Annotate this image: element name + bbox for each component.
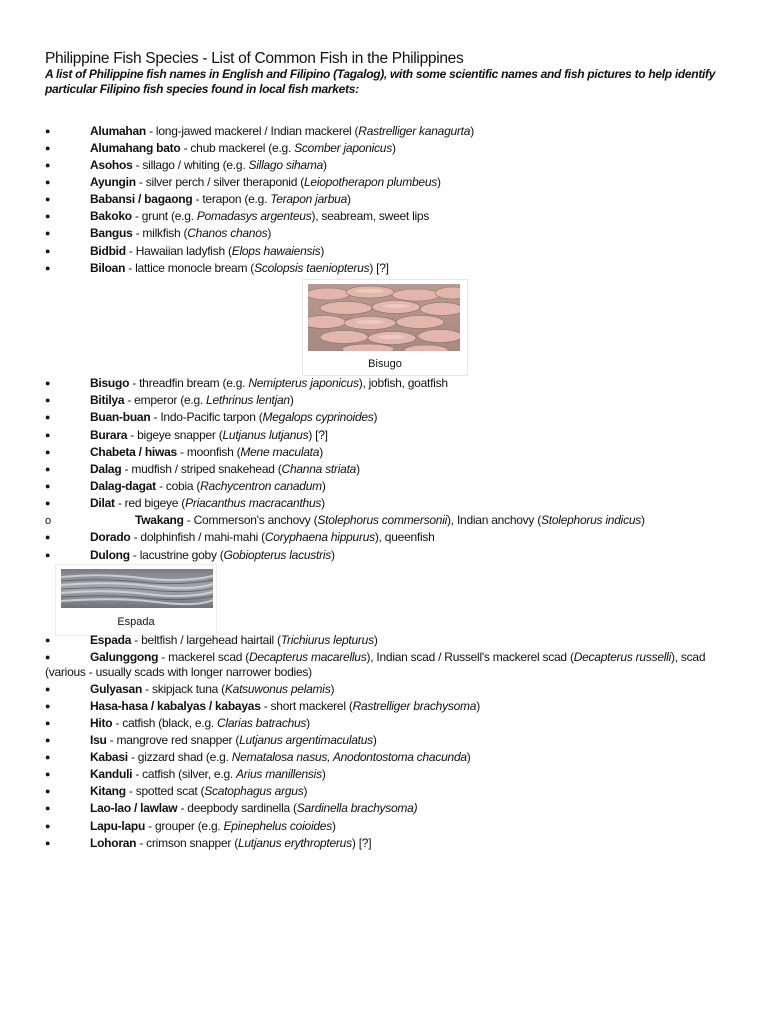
description-tail: ) bbox=[321, 496, 325, 510]
espada-fish-image bbox=[61, 569, 213, 608]
list-item bbox=[45, 783, 735, 800]
bullet-icon: ● bbox=[45, 498, 51, 508]
fish-name: Asohos bbox=[90, 158, 133, 172]
description-tail: ) bbox=[289, 393, 294, 407]
bullet-icon: ● bbox=[45, 464, 51, 474]
photo-caption: Espada bbox=[117, 616, 155, 628]
description-tail: ), jobfish, goatfish bbox=[358, 376, 448, 390]
scientific-name: Scolopsis taeniopterus bbox=[254, 261, 370, 275]
description-tail: ) bbox=[373, 633, 378, 647]
fish-description: - emperor (e.g. bbox=[124, 393, 207, 407]
fish-name: Dilat bbox=[90, 496, 115, 510]
bullet-icon: ● bbox=[45, 263, 51, 273]
list-item bbox=[45, 392, 735, 409]
scientific-name: Chanos chanos bbox=[187, 226, 268, 240]
scientific-name: Elops hawaiensis bbox=[231, 244, 321, 258]
fish-description: - skipjack tuna ( bbox=[142, 682, 225, 696]
description-tail: ), seabream, sweet lips bbox=[311, 209, 430, 223]
fish-name: Kanduli bbox=[90, 767, 133, 781]
description-tail: ) [?] bbox=[369, 261, 389, 275]
bullet-icon: ● bbox=[45, 786, 51, 796]
description-tail: ) bbox=[437, 175, 441, 189]
list-item bbox=[45, 732, 735, 749]
list-item bbox=[45, 140, 735, 157]
scientific-name: Nematalosa nasus, Anodontostoma chacunda bbox=[231, 750, 467, 764]
scientific-name: Sardinella brachysoma) bbox=[296, 801, 418, 815]
scientific-name: Arius manillensis bbox=[236, 767, 322, 781]
scientific-name: Rastrelliger kanagurta bbox=[358, 124, 471, 138]
description-tail: ) bbox=[321, 767, 326, 781]
list-item bbox=[45, 123, 735, 140]
fish-name: Lapu-lapu bbox=[90, 819, 146, 833]
photo-caption: Bisugo bbox=[368, 358, 402, 370]
description-tail: ) bbox=[391, 141, 396, 155]
scientific-name: Sillago sihama bbox=[248, 158, 324, 172]
description-tail: ) bbox=[372, 733, 377, 747]
list-item bbox=[45, 260, 735, 277]
description-tail: ) [?] bbox=[308, 428, 328, 442]
fish-description-middle: ), Indian anchovy ( bbox=[447, 513, 542, 527]
scientific-name: Epinephelus coioides bbox=[223, 819, 332, 833]
fish-description: - lacustrine goby ( bbox=[129, 548, 224, 562]
description-tail: ) bbox=[347, 192, 351, 206]
bullet-icon: ● bbox=[45, 803, 51, 813]
description-tail: ) bbox=[321, 479, 326, 493]
scientific-name: Channa striata bbox=[281, 462, 357, 476]
fish-description: - long-jawed mackerel / Indian mackerel ( bbox=[146, 124, 359, 138]
scientific-name: Clarias batrachus bbox=[217, 716, 307, 730]
fish-name: Ayungin bbox=[90, 175, 136, 189]
scientific-name: Lutjanus erythropterus bbox=[237, 836, 352, 850]
bullet-icon: ● bbox=[45, 395, 51, 405]
scientific-name: Coryphaena hippurus bbox=[264, 530, 375, 544]
description-tail: ) bbox=[476, 699, 480, 713]
bullet-icon: ● bbox=[45, 378, 51, 388]
bullet-icon: ● bbox=[45, 684, 51, 694]
scientific-name: Lutjanus lutjanus bbox=[222, 428, 309, 442]
page-subtitle: A list of Philippine fish names in English and Filipino (Tagalog), with some scientific names and fish pictures to help identify particular Filipino fish species found in local fish markets: bbox=[45, 67, 716, 96]
bullet-icon: ● bbox=[45, 194, 51, 204]
scientific-name: Trichiurus lepturus bbox=[280, 633, 374, 647]
description-tail: ) bbox=[320, 244, 325, 258]
description-tail: ) bbox=[641, 513, 645, 527]
scientific-name-2: Decapterus russelli bbox=[573, 650, 671, 664]
list-item bbox=[45, 547, 735, 564]
list-item bbox=[45, 681, 735, 698]
scientific-name: Leiopotherapon plumbeus bbox=[303, 175, 437, 189]
list-item bbox=[45, 800, 735, 817]
scientific-name: Decapterus macarellus bbox=[249, 650, 367, 664]
fish-description: - dolphinfish / mahi-mahi ( bbox=[130, 530, 265, 544]
bullet-icon: ● bbox=[45, 735, 51, 745]
fish-name: Hasa-hasa / kabalyas / kabayas bbox=[90, 699, 261, 713]
fish-description: - lattice monocle bream ( bbox=[125, 261, 255, 275]
scientific-name: Nemipterus japonicus bbox=[248, 376, 359, 390]
description-tail: ), scad (various - usually scads with longer narrower bodies) bbox=[45, 650, 706, 679]
list-item bbox=[45, 749, 735, 766]
bullet-icon: ● bbox=[45, 821, 51, 831]
fish-name: Isu bbox=[90, 733, 107, 747]
bullet-icon: ● bbox=[45, 769, 51, 779]
description-tail: ) bbox=[373, 410, 378, 424]
list-item bbox=[45, 495, 735, 512]
scientific-name: Scomber japonicus bbox=[294, 141, 392, 155]
fish-name: Alumahang bato bbox=[90, 141, 181, 155]
description-tail: ) bbox=[356, 462, 360, 476]
page-title: Philippine Fish Species - List of Common Fish in the Philippines bbox=[45, 50, 464, 67]
list-item bbox=[45, 650, 735, 680]
fish-name: Bitilya bbox=[90, 393, 125, 407]
bullet-icon: ● bbox=[45, 481, 51, 491]
fish-name: Lao-lao / lawlaw bbox=[90, 801, 178, 815]
fish-description: - Commerson's anchovy ( bbox=[183, 513, 318, 527]
list-item bbox=[45, 632, 735, 649]
fish-name: Chabeta / hiwas bbox=[90, 445, 177, 459]
fish-description: - short mackerel ( bbox=[260, 699, 353, 713]
fish-description: - spotted scat ( bbox=[125, 784, 205, 798]
fish-name: Biloan bbox=[90, 261, 126, 275]
list-item bbox=[45, 243, 735, 260]
bullet-icon: ● bbox=[45, 550, 51, 560]
list-item bbox=[45, 529, 735, 546]
fish-name: Bakoko bbox=[90, 209, 132, 223]
fish-name: Lohoran bbox=[90, 836, 137, 850]
scientific-name: Pomadasys argenteus bbox=[196, 209, 312, 223]
bullet-icon: ● bbox=[45, 652, 51, 662]
fish-description: - terapon (e.g. bbox=[192, 192, 271, 206]
fish-name: Hito bbox=[90, 716, 113, 730]
description-tail: ) bbox=[267, 226, 272, 240]
bullet-icon: ● bbox=[45, 532, 51, 542]
description-tail: ) bbox=[303, 784, 308, 798]
fish-description-middle: ), Indian scad / Russell's mackerel scad ( bbox=[366, 650, 574, 664]
fish-description: - chub mackerel (e.g. bbox=[180, 141, 295, 155]
scientific-name: Megalops cyprinoides bbox=[262, 410, 374, 424]
bullet-icon: ● bbox=[45, 177, 51, 187]
fish-description: - mudfish / striped snakehead ( bbox=[121, 462, 282, 476]
fish-description: - mangrove red snapper ( bbox=[106, 733, 240, 747]
description-tail: ) bbox=[306, 716, 310, 730]
fish-description: - catfish (silver, e.g. bbox=[132, 767, 237, 781]
fish-description: - crimson snapper ( bbox=[136, 836, 238, 850]
fish-name: Gulyasan bbox=[90, 682, 143, 696]
fish-name: Bidbid bbox=[90, 244, 126, 258]
fish-description: - moonfish ( bbox=[176, 445, 241, 459]
fish-description: - catfish (black, e.g. bbox=[112, 716, 218, 730]
bullet-icon: ● bbox=[45, 447, 51, 457]
circle-bullet-icon: o bbox=[45, 515, 51, 527]
fish-description: - silver perch / silver theraponid ( bbox=[135, 175, 304, 189]
scientific-name: Gobiopterus lacustris bbox=[223, 548, 332, 562]
list-item bbox=[45, 461, 735, 478]
description-tail: ) bbox=[330, 682, 335, 696]
fish-description: - Indo-Pacific tarpon ( bbox=[150, 410, 263, 424]
list-item bbox=[45, 835, 735, 852]
list-item bbox=[45, 225, 735, 242]
scientific-name: Priacanthus macracanthus bbox=[185, 496, 322, 510]
list-item bbox=[45, 444, 735, 461]
fish-description: - beltfish / largehead hairtail ( bbox=[131, 633, 281, 647]
list-item bbox=[45, 409, 735, 426]
fish-description: - milkfish ( bbox=[132, 226, 188, 240]
list-item bbox=[45, 478, 735, 495]
fish-description: - mackerel scad ( bbox=[158, 650, 250, 664]
description-tail: ) bbox=[331, 819, 336, 833]
fish-name: Babansi / bagaong bbox=[90, 192, 193, 206]
list-item bbox=[45, 427, 735, 444]
scientific-name: Scatophagus argus bbox=[204, 784, 304, 798]
fish-description: - red bigeye ( bbox=[114, 496, 186, 510]
scientific-name: Terapon jarbua bbox=[270, 192, 348, 206]
bullet-icon: ● bbox=[45, 701, 51, 711]
list-item bbox=[45, 191, 735, 208]
list-item bbox=[45, 818, 735, 835]
fish-name: Kitang bbox=[90, 784, 126, 798]
scientific-name: Mene maculata bbox=[240, 445, 320, 459]
list-item bbox=[45, 375, 735, 392]
list-item bbox=[45, 208, 735, 225]
list-item bbox=[45, 698, 735, 715]
scientific-name: Lutjanus argentimaculatus bbox=[239, 733, 373, 747]
bullet-icon: ● bbox=[45, 246, 51, 256]
scientific-name: Stolephorus commersonii bbox=[317, 513, 448, 527]
fish-description: - grouper (e.g. bbox=[145, 819, 224, 833]
fish-description: - deepbody sardinella ( bbox=[177, 801, 297, 815]
bullet-icon: ● bbox=[45, 752, 51, 762]
bullet-icon: ● bbox=[45, 412, 51, 422]
fish-name: Dalag bbox=[90, 462, 122, 476]
fish-name: Dulong bbox=[90, 548, 130, 562]
scientific-name-2: Stolephorus indicus bbox=[541, 513, 641, 527]
description-tail: ) bbox=[466, 750, 471, 764]
bullet-icon: ● bbox=[45, 228, 51, 238]
fish-name: Espada bbox=[90, 633, 132, 647]
list-item bbox=[45, 157, 735, 174]
description-tail: ) bbox=[470, 124, 474, 138]
fish-description: - grunt (e.g. bbox=[131, 209, 197, 223]
list-item bbox=[45, 174, 735, 191]
scientific-name: Katsuwonus pelamis bbox=[224, 682, 331, 696]
fish-name: Dorado bbox=[90, 530, 131, 544]
bullet-icon: ● bbox=[45, 430, 51, 440]
description-tail: ), queenfish bbox=[374, 530, 435, 544]
bullet-icon: ● bbox=[45, 160, 51, 170]
bullet-icon: ● bbox=[45, 718, 51, 728]
fish-description: - bigeye snapper ( bbox=[127, 428, 223, 442]
fish-name: Burara bbox=[90, 428, 128, 442]
fish-name: Buan-buan bbox=[90, 410, 151, 424]
fish-description: - Hawaiian ladyfish ( bbox=[125, 244, 232, 258]
fish-name: Bisugo bbox=[90, 376, 130, 390]
espada-photo-figure bbox=[55, 564, 217, 636]
description-tail: ) bbox=[331, 548, 335, 562]
fish-name: Bangus bbox=[90, 226, 133, 240]
scientific-name: Rastrelliger brachysoma bbox=[352, 699, 477, 713]
list-item bbox=[45, 715, 735, 732]
bullet-icon: ● bbox=[45, 143, 51, 153]
sub-list-item bbox=[45, 512, 735, 530]
fish-description: - sillago / whiting (e.g. bbox=[132, 158, 249, 172]
description-tail: ) bbox=[319, 445, 323, 459]
description-tail: ) bbox=[323, 158, 327, 172]
scientific-name: Rachycentron canadum bbox=[200, 479, 322, 493]
fish-name: Kabasi bbox=[90, 750, 128, 764]
bullet-icon: ● bbox=[45, 211, 51, 221]
list-item bbox=[45, 766, 735, 783]
fish-name: Alumahan bbox=[90, 124, 147, 138]
fish-name: Galunggong bbox=[90, 650, 159, 664]
bisugo-photo-figure bbox=[302, 279, 468, 376]
fish-name: Dalag-dagat bbox=[90, 479, 156, 493]
description-tail: ) [?] bbox=[351, 836, 372, 850]
bullet-icon: ● bbox=[45, 126, 51, 136]
bullet-icon: ● bbox=[45, 635, 51, 645]
bisugo-fish-image bbox=[308, 284, 460, 351]
fish-description: - threadfin bream (e.g. bbox=[129, 376, 249, 390]
fish-description: - cobia ( bbox=[155, 479, 201, 493]
fish-name: Twakang bbox=[135, 513, 184, 527]
bullet-icon: ● bbox=[45, 838, 51, 848]
scientific-name: Lethrinus lentjan bbox=[206, 393, 290, 407]
fish-description: - gizzard shad (e.g. bbox=[127, 750, 232, 764]
